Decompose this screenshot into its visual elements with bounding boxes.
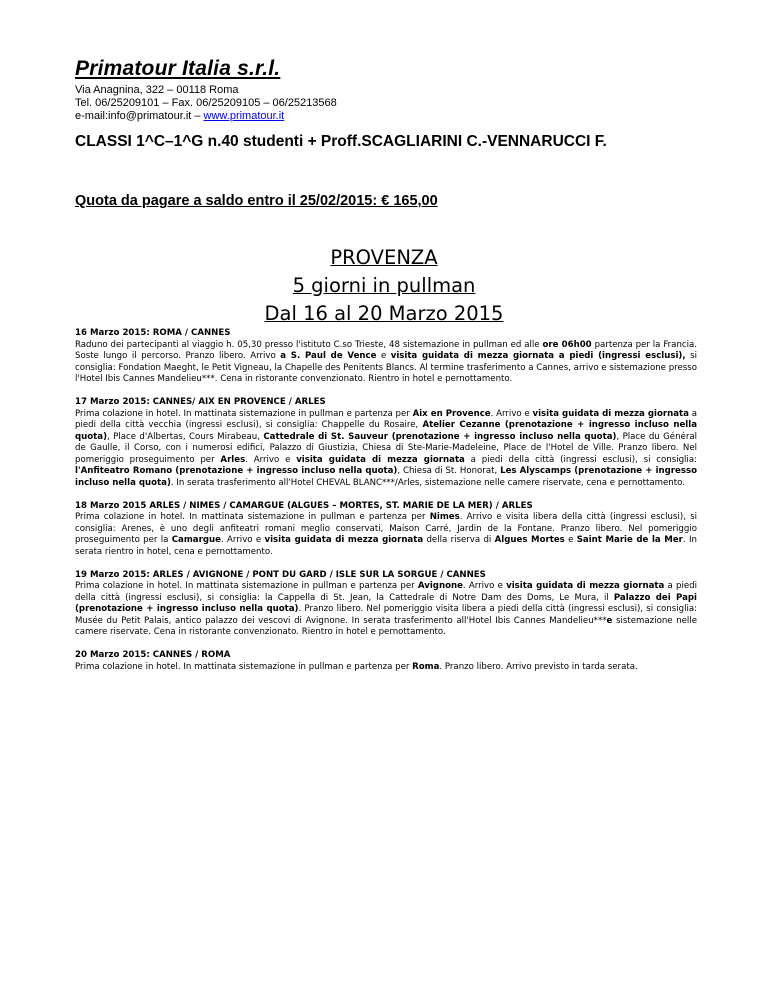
day-description: Prima colazione in hotel. In mattinata sistemazione in pullman e partenza per Avignone. Arrivo e visita guidata di mezza giornata a piedi della città (ingressi esclusi), si consiglia: la Cappella di St. Jean, la Cattedrale di Notre Dam des Doms, Le Mura, il Palazzo dei Papi (prenotazione + ingresso incluso nella quota). Pranzo libero. Nel pomeriggio visita libera a piedi della città (ingressi esclusi), si consiglia: Musée du Petit Palais, antico palazzo dei vescovi di Avignone. In serata trasferimento all'Hotel Ibis Cannes Mandelieu***e sistemazione nelle camere riservate. Cena in ristorante convenzionato. Rientro in hotel e pernottamento. — [75, 581, 698, 637]
quota-line: Quota da pagare a saldo entro il 25/02/2015: € 165,00 — [75, 193, 438, 209]
email-text: e-mail:info@primatour.it – — [75, 110, 204, 122]
day-title: 18 Marzo 2015 ARLES / NIMES / CAMARGUE (ALGUES – MORTES, ST. MARIE DE LA MER) / ARLES — [75, 500, 533, 511]
day-title: 16 Marzo 2015: ROMA / CANNES — [75, 328, 231, 338]
day-3 — [75, 501, 697, 559]
day-description: Prima colazione in hotel. In mattinata sistemazione in pullman e partenza per Aix en Provence. Arrivo e visita guidata di mezza giornata a piedi della città vecchia (ingressi esclusi), si consiglia: Chappelle du Rosaire, Atelier Cezanne (prenotazione + ingresso incluso nella quota), Place d'Albertas, Cours Mirabeau, Cattedrale di St. Sauveur (prenotazione + ingresso incluso nella quota), Place du Général de Gaulle, il Corso, con i numerosi edifici, Palazzo di Giustizia, Chiesa di Ste-Marie-Madeleine, Place de l'Hotel de Ville. Pranzo libero. Nel pomeriggio proseguimento per Arles. Arrivo e visita guidata di mezza giornata a piedi della città (ingressi esclusi), si consiglia: l'Anfiteatro Romano (prenotazione + ingresso incluso nella quota), Chiesa di St. Honorat, Les Alyscamps (prenotazione + ingresso incluso nella quota). In serata trasferimento all'Hotel CHEVAL BLANC***/Arles, sistemazione nelle camere riservate, cena e pernottamento. — [75, 408, 698, 488]
website-link[interactable]: www.primatour.it — [203, 110, 285, 122]
day-title: 17 Marzo 2015: CANNES/ AIX EN PROVENCE / ARLES — [75, 397, 326, 407]
company-name: Primatour Italia s.r.l. — [75, 57, 281, 80]
day-description: Prima colazione in hotel. In mattinata sistemazione in pullman e partenza per Roma. Pranzo libero. Arrivo previsto in tarda serata. — [75, 661, 638, 672]
trip-title — [0, 244, 768, 328]
day-2 — [75, 397, 697, 489]
classi-heading: CLASSI 1^C–1^G n.40 studenti + Proff.SCAGLIARINI C.-VENNARUCCI F. — [75, 133, 607, 150]
day-description: Raduno dei partecipanti al viaggio h. 05,30 presso l'istituto C.so Trieste, 48 sistemazione in pullman ed alle ore 06h00 partenza per la Francia. Soste lungo il percorso. Pranzo libero. Arrivo a S. Paul de Vence e visita guidata di mezza giornata a piedi (ingressi esclusi), si consiglia: Fondation Maeght, le Petit Vigneau, la Chapelle des Penitents Blancs. Al termine trasferimento a Cannes, arrivo e sistemazione presso l'Hotel Ibis Cannes Mandelieu***. Cena in ristorante convenzionato. Rientro in hotel e pernottamento. — [75, 339, 698, 384]
day-description: Prima colazione in hotel. In mattinata sistemazione in pullman e partenza per Nimes. Arrivo e visita libera della città (ingressi esclusi), si consiglia: Arenes, è uno degli anfiteatri romani meglio conservati, Maison Carré, Jardin de la Fontane. Pranzo libero. Nel pomeriggio proseguimento per la Camargue. Arrivo e visita guidata di mezza giornata della riserva di Algues Mortes e Saint Marie de la Mer. In serata rientro in hotel, cena e pernottamento. — [75, 512, 698, 557]
day-5 — [75, 650, 697, 673]
day-title: 20 Marzo 2015: CANNES / ROMA — [75, 650, 231, 660]
day-1 — [75, 328, 697, 386]
title-destination: PROVENZA — [330, 246, 438, 269]
title-dates: Dal 16 al 20 Marzo 2015 — [264, 302, 504, 325]
title-duration: 5 giorni in pullman — [292, 274, 476, 297]
contact-block — [75, 84, 337, 123]
itinerary — [75, 328, 697, 685]
day-4 — [75, 570, 697, 639]
address-line: Via Anagnina, 322 – 00118 Roma — [75, 84, 239, 96]
day-title: 19 Marzo 2015: ARLES / AVIGNONE / PONT DU GARD / ISLE SUR LA SORGUE / CANNES — [75, 569, 486, 580]
email-line — [75, 110, 337, 123]
phone-line: Tel. 06/25209101 – Fax. 06/25209105 – 06/25213568 — [75, 97, 337, 109]
